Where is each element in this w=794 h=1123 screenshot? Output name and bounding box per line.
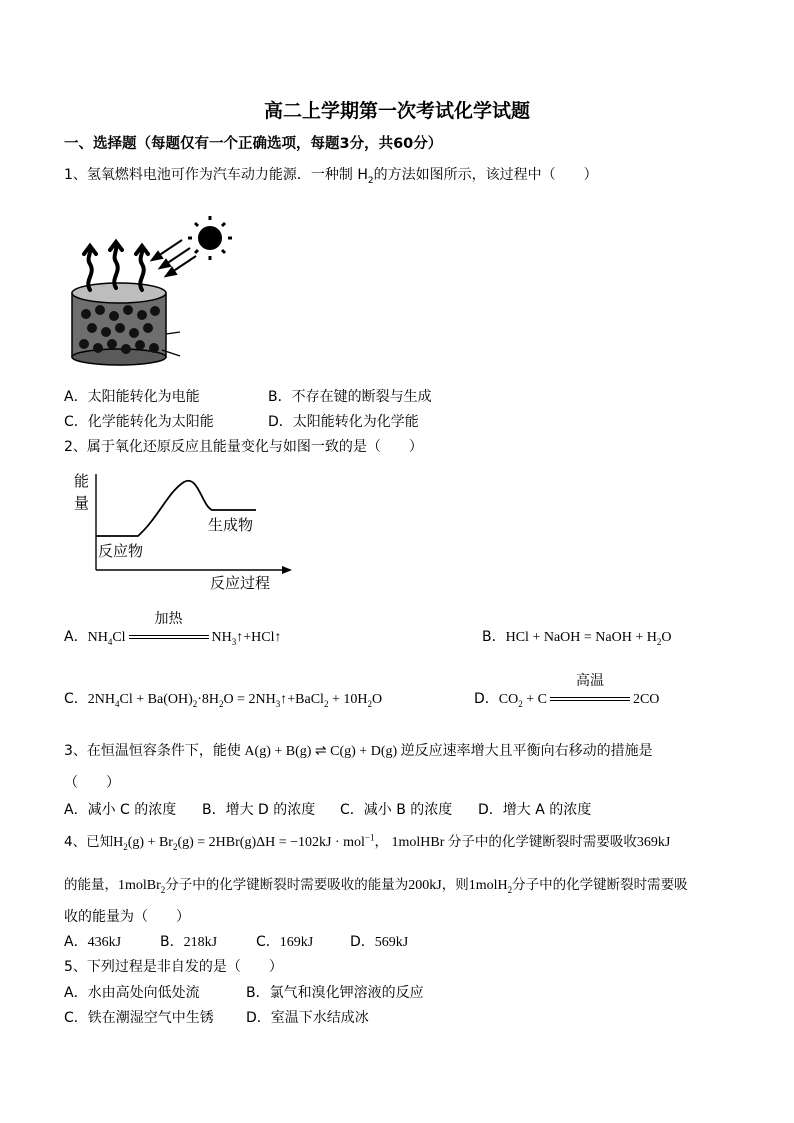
q4-stem-line1: 4、已知$H_2(g) + Br_2(g) = 2HBr(g)\Delta H = -102kJ \cdot mol^{-1}$， 1molHBr 分子中的化学键断裂时需要吸收369kJ — [64, 832, 671, 852]
light-arrows-icon — [152, 240, 196, 276]
sun-icon — [188, 216, 232, 260]
q2-energy-diagram — [66, 466, 296, 594]
q3-stem: 3、在恒温恒容条件下，能使 A(g) + B(g) ⇌ C(g) + D(g) 逆反应速率增大且平衡向右移动的措施是 — [64, 743, 653, 759]
q1-option-b[interactable]: B．不存在键的断裂与生成 — [268, 389, 432, 405]
q3-option-c[interactable]: C．减小 B 的浓度 — [340, 802, 453, 818]
q1-option-a[interactable]: A．太阳能转化为电能 — [64, 389, 200, 405]
q4-option-a[interactable]: A．436kJ — [64, 934, 122, 950]
q1-option-c[interactable]: C．化学能转化为太阳能 — [64, 414, 214, 430]
gas-bubbles-icon — [84, 242, 148, 290]
page-title: 高二上学期第一次考试化学试题 — [263, 100, 530, 122]
product-label: 生成物 — [208, 516, 254, 534]
beaker-icon — [72, 283, 180, 365]
q2-option-d[interactable]: D．$CO_2 + C$ 高温 2CO — [474, 673, 660, 709]
q4-stem-line2: 的能量，1molBr$_2$分子中的化学键断裂时需要吸收的能量为200kJ，则1molH$_2$分子中的化学键断裂时需要吸 — [64, 877, 688, 895]
q1-option-d[interactable]: D．太阳能转化为化学能 — [268, 414, 419, 430]
q1-beaker-figure — [62, 208, 262, 368]
q4-option-c[interactable]: C．169kJ — [256, 934, 314, 950]
q3-option-a[interactable]: A．减小 C 的浓度 — [64, 802, 177, 818]
q3-option-b[interactable]: B．增大 D 的浓度 — [202, 802, 316, 818]
y-axis-label-2: 量 — [74, 494, 90, 512]
reactant-label: 反应物 — [98, 542, 144, 560]
q2-option-b[interactable]: B．HCl + NaOH = NaOH + $H_2O$ — [482, 629, 672, 647]
q2-stem: 2、属于氧化还原反应且能量变化与如图一致的是（ ） — [64, 439, 423, 455]
q4-option-b[interactable]: B．218kJ — [160, 934, 218, 950]
x-axis-label: 反应过程 — [210, 574, 271, 592]
q5-stem: 5、下列过程是非自发的是（ ） — [64, 959, 283, 975]
q3-paren: （ ） — [64, 775, 120, 791]
q1-stem: 1、氢氧燃料电池可作为汽车动力能源．一种制 $H_2$的方法如图所示，该过程中（ ） — [64, 167, 598, 186]
q3-option-d[interactable]: D．增大 A 的浓度 — [478, 802, 592, 818]
q2-option-c[interactable]: C．$2NH_4Cl + Ba(OH)_2\cdot 8H_2O$ = $2NH_3↑+BaCl_2 + 10H_2O$ — [64, 691, 383, 709]
section-heading: 一、选择题（每题仅有一个正确选项，每题3分，共60分） — [64, 136, 443, 152]
q2-option-a[interactable]: A．$NH_4Cl$ 加热 $NH_3↑+HCl↑$ — [64, 611, 282, 647]
q5-option-c[interactable]: C．铁在潮湿空气中生锈 — [64, 1010, 214, 1026]
q5-option-b[interactable]: B．氯气和溴化钾溶液的反应 — [246, 985, 424, 1001]
q4-option-d[interactable]: D．569kJ — [350, 934, 409, 950]
q5-option-d[interactable]: D．室温下水结成冰 — [246, 1010, 369, 1026]
y-axis-label-1: 能 — [74, 472, 90, 490]
q4-stem-line3: 收的能量为（ ） — [64, 909, 190, 925]
q5-option-a[interactable]: A．水由高处向低处流 — [64, 985, 200, 1001]
